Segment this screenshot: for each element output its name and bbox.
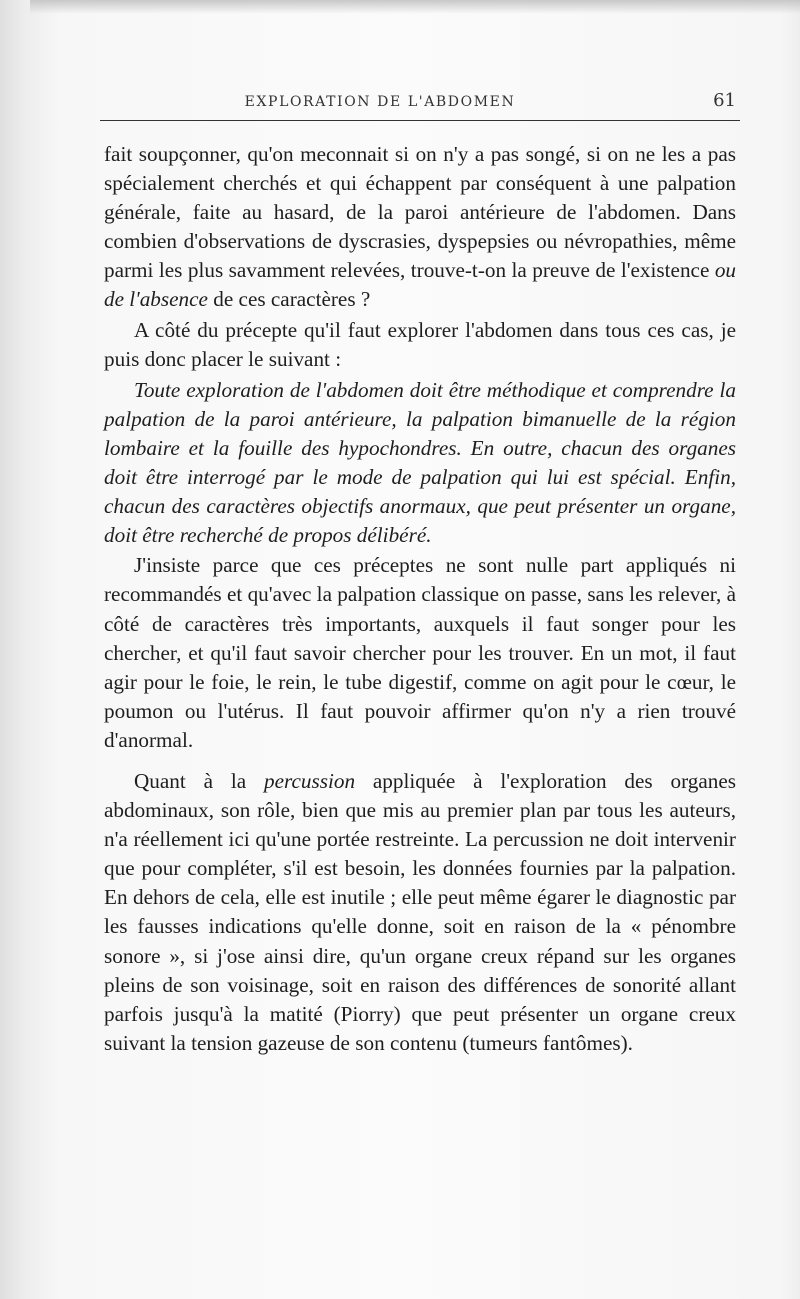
paragraph-text: fait soupçonner, qu'on meconnait si on n'y a pas songé, si on ne les a pas spécialement cherchés et qui échappent par conséquent à une palpation générale, faite au hasard, de la paroi antérieure de l'abdomen. Dans combien d'observations de dyscrasies, dyspepsies ou névropathies, même parmi les plus savamment relevées, trouve-t-on la preuve de l'existence — [104, 142, 736, 283]
italic-precept: Toute exploration de l'abdomen doit être méthodique et comprendre la palpation de la paroi antérieure, la palpation bimanuelle de la région lombaire et la fouille des hypochondres. En outre, chacun des organes doit être interrogé par le mode de palpation qui lui est spécial. Enfin, chacun des caractères objectifs anormaux, que peut présenter un organe, doit être recherché de propos délibéré. — [104, 377, 736, 548]
running-header — [100, 90, 740, 120]
paragraph: A côté du précepte qu'il faut explorer l'abdomen dans tous ces cas, je puis donc placer le suivant : — [104, 317, 736, 371]
page-number: 61 — [713, 90, 736, 111]
paragraph-continued — [104, 140, 736, 315]
header-rule — [100, 120, 740, 121]
paragraph-text: de ces caractères ? — [207, 287, 371, 312]
emphasis-text: ou de l'absence — [104, 258, 736, 312]
paragraph-text: appliquée à l'exploration des organes abdominaux, son rôle, bien que mis au premier plan par tous les auteurs, n'a réellement ici qu'une portée restreinte. La percussion ne doit intervenir que pour compléter, s'il est besoin, les données fournies par la palpation. En dehors de cela, elle est inutile ; elle peut même égarer le diagnostic par les fausses indications qu'elle donne, soit en raison de la « pénombre sonore », si j'ose ainsi dire, qu'un organe creux répand sur les organes pleins de son voisinage, soit en raison des différences de sonorité allant parfois jusqu'à la matité (Piorry) que peut présenter un organe creux suivant la tension gazeuse de son contenu (tumeurs fantômes). — [104, 768, 736, 1055]
paragraph-text: Quant à la — [134, 768, 265, 793]
body-text — [104, 140, 736, 1058]
paragraph: J'insiste parce que ces préceptes ne sont nulle part appliqués ni recommandés et qu'avec la palpation classique on passe, sans les relever, à côté de caractères très importants, auxquels il faut songer pour les chercher, et qu'il faut savoir chercher pour les trouver. En un mot, il faut agir pour le foie, le rein, le tube digestif, comme on agit pour le cœur, le poumon ou l'utérus. Il faut pouvoir affirmer qu'on n'y a rien trouvé d'anormal. — [104, 553, 736, 752]
running-title: EXPLORATION DE L'ABDOMEN — [244, 94, 516, 110]
paragraph — [104, 767, 736, 1058]
emphasis-text: percussion — [264, 768, 356, 793]
